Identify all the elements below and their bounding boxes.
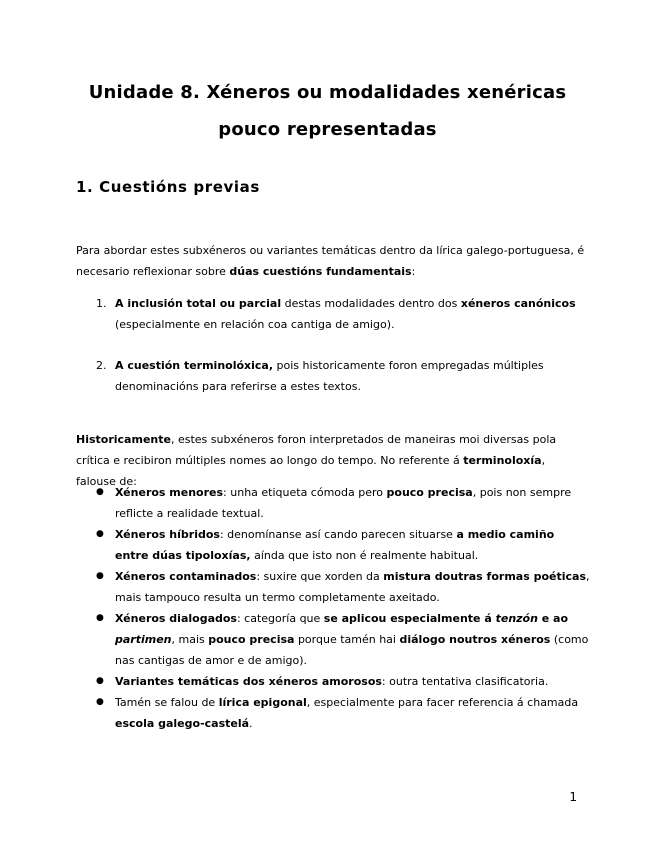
- bullet-icon: ●: [96, 697, 104, 707]
- bullet-bold: Xéneros híbridos: [115, 528, 220, 541]
- bullet-item: [76, 692, 591, 734]
- page-number: 1: [569, 790, 577, 804]
- history-bold-1: Historicamente: [76, 433, 171, 446]
- numbered-item-2-text-1: pois historicamente foron empregadas múltiples denominacións para referirse a estes textos.: [115, 359, 544, 393]
- bullet-bold: lírica epigonal: [218, 696, 307, 709]
- bullet-bold: Xéneros dialogados: [115, 612, 237, 625]
- bullet-bold: pouco precisa: [208, 633, 295, 646]
- bullet-text: (como nas cantigas de amor e de amigo).: [115, 633, 589, 667]
- terminology-bullet-list: [76, 482, 591, 734]
- item-number: 1.: [96, 297, 107, 310]
- bullet-text: aínda que isto non é realmente habitual.: [250, 549, 479, 562]
- intro-text-2: :: [411, 265, 416, 278]
- bullet-text: Tamén se falou de: [115, 696, 219, 709]
- numbered-list: [76, 293, 581, 335]
- bullet-text: , pois non sempre reflicte a realidade textual.: [115, 486, 572, 520]
- bullet-bold: Xéneros menores: [115, 486, 224, 499]
- bullet-item: [76, 608, 591, 671]
- numbered-item-2: [76, 355, 581, 397]
- intro-paragraph: [76, 240, 586, 282]
- numbered-item-1-text-1: destas modalidades dentro dos: [281, 297, 461, 310]
- bullet-text: : denomínanse así cando parecen situarse: [219, 528, 457, 541]
- bullet-text: porque tamén hai: [294, 633, 400, 646]
- bullet-text: : suxire que xorden da: [256, 570, 384, 583]
- bullet-item: [76, 524, 591, 566]
- bullet-bold-italic: partimen: [115, 633, 172, 646]
- bullet-item: [76, 671, 591, 692]
- page-title: Unidade 8. Xéneros ou modalidades xenéricas pouco representadas: [88, 82, 567, 140]
- bullet-bold: se aplicou especialmente á: [323, 612, 496, 625]
- bullet-icon: ●: [96, 487, 104, 497]
- bullet-text: , mais: [171, 633, 209, 646]
- bullet-item: [76, 566, 591, 608]
- intro-bold-1: dúas cuestións fundamentais: [229, 265, 412, 278]
- bullet-icon: ●: [96, 613, 104, 623]
- bullet-bold: e ao: [537, 612, 569, 625]
- bullet-icon: ●: [96, 571, 104, 581]
- bullet-bold: a medio camiño entre dúas tipoloxías,: [115, 528, 555, 562]
- bullet-text: .: [249, 717, 253, 730]
- bullet-bold: diálogo noutros xéneros: [399, 633, 551, 646]
- bullet-icon: ●: [96, 676, 104, 686]
- history-bold-2: terminoloxía: [463, 454, 542, 467]
- bullet-bold: Xéneros contaminados: [115, 570, 257, 583]
- bullet-text: : unha etiqueta cómoda pero: [223, 486, 387, 499]
- bullet-text: : categoría que: [236, 612, 324, 625]
- bullet-bold: mistura doutras formas poéticas: [383, 570, 586, 583]
- numbered-item-1-bold-1: A inclusión total ou parcial: [115, 297, 282, 310]
- intro-text-1: Para abordar estes subxéneros ou variantes temáticas dentro da lírica galego-portuguesa, é necesario reflexionar sobre: [76, 244, 585, 278]
- bullet-text: , mais tampouco resulta un termo completamente axeitado.: [115, 570, 590, 604]
- bullet-text: : outra tentativa clasificatoria.: [381, 675, 549, 688]
- bullet-item: [76, 482, 591, 524]
- bullet-icon: ●: [96, 529, 104, 539]
- history-text-1: , estes subxéneros foron interpretados de maneiras moi diversas pola crítica e recibiron múltiples nomes ao longo do tempo. No referente á: [76, 433, 557, 467]
- numbered-item-2-bold-1: A cuestión terminolóxica,: [115, 359, 274, 372]
- numbered-item-1-bold-2: xéneros canónicos: [460, 297, 576, 310]
- bullet-bold-italic: tenzón: [495, 612, 538, 625]
- numbered-item-1: [76, 293, 581, 335]
- bullet-bold: pouco precisa: [386, 486, 473, 499]
- section-heading: 1. Cuestións previas: [76, 178, 260, 196]
- bullet-text: , especialmente para facer referencia á chamada: [306, 696, 579, 709]
- numbered-item-1-text-2: (especialmente en relación coa cantiga de amigo).: [115, 318, 395, 331]
- bullet-bold: escola galego-castelá: [115, 717, 250, 730]
- numbered-list-continued: [76, 355, 581, 397]
- item-number: 2.: [96, 359, 107, 372]
- bullet-bold: Variantes temáticas dos xéneros amorosos: [115, 675, 382, 688]
- history-text-2: , falouse de:: [76, 454, 546, 488]
